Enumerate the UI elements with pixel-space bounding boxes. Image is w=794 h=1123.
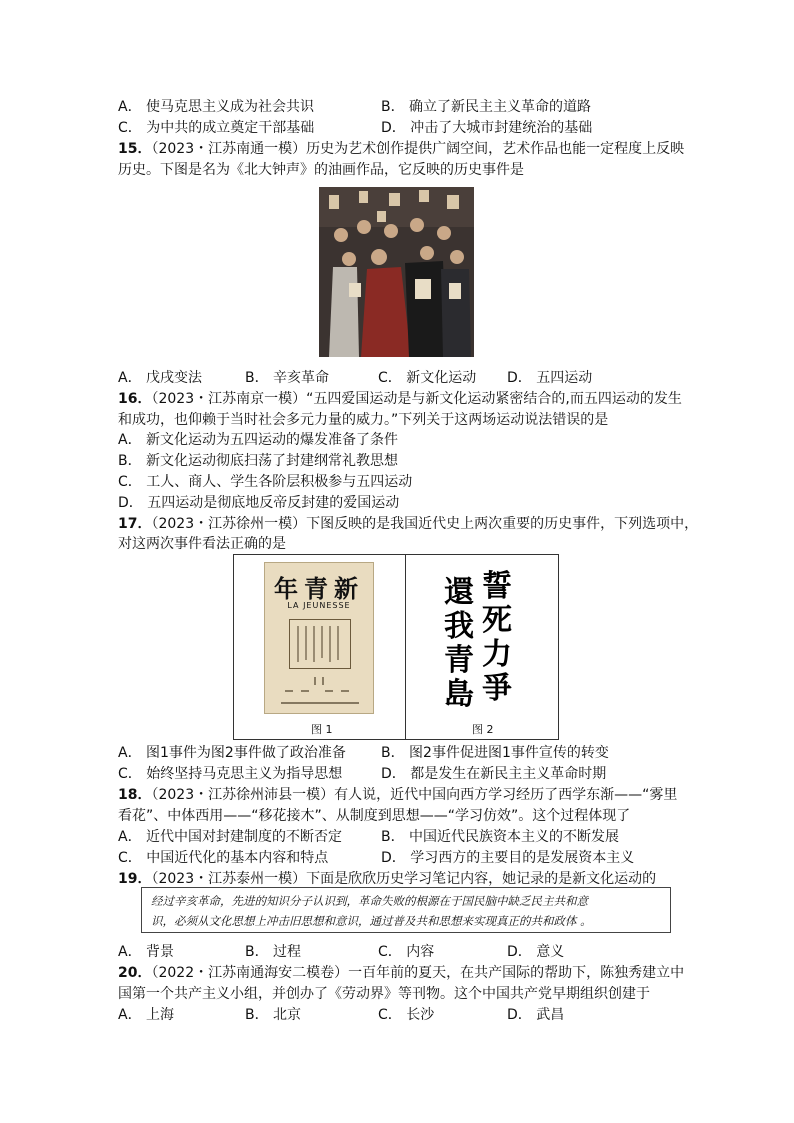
q18-stem-line-1: [118, 785, 677, 805]
cover-title: 年青新: [274, 574, 364, 603]
q18-stem-text-1: （2023・江苏徐州沛县一模）有人说，近代中国向西方学习经历了西学东渐——“雾里: [151, 787, 678, 803]
q17-stem-text-1: （2023・江苏徐州一模）下图反映的是我国近代史上两次重要的历史事件，下列选项中，: [151, 516, 699, 532]
cover-bottom-text: [275, 675, 365, 709]
cover-table-of-contents: [289, 619, 351, 669]
q16-stem-line-2: 和成功，也仰赖于当时社会多元力量的威力。”下列关于这两场运动说法错误的是: [118, 412, 609, 428]
q18-option-a: A． 近代中国对封建制度的不断否定: [118, 829, 343, 845]
q14-option-d: D． 冲击了大城市封建统治的基础: [381, 120, 593, 136]
oil-painting-image: [319, 187, 474, 357]
q17-option-c: C． 始终坚持马克思主义为指导思想: [118, 766, 343, 782]
q15-number: 15．: [118, 141, 152, 157]
q19-number: 19．: [118, 871, 152, 887]
q17-stem-line-2: 对这两次事件看法正确的是: [118, 536, 286, 552]
q17-stem-line-1: [118, 514, 698, 534]
q18-option-c: C． 中国近代化的基本内容和特点: [118, 850, 329, 866]
q15-option-b: B． 辛亥革命: [245, 370, 330, 386]
q14-option-a: A． 使马克思主义成为社会共识: [118, 99, 315, 115]
q16-number: 16．: [118, 391, 152, 407]
q20-option-b: B． 北京: [245, 1007, 302, 1023]
q20-option-c: C． 长沙: [378, 1007, 435, 1023]
figure-1-caption: 图 1: [311, 723, 333, 736]
q15-option-d: D． 五四运动: [507, 370, 593, 386]
q16-option-c: C． 工人、商人、学生各阶层积极参与五四运动: [118, 474, 413, 490]
new-youth-cover-image: [264, 562, 374, 714]
q15-stem-line-1: [118, 139, 684, 159]
study-note-line-1: 经过辛亥革命，先进的知识分子认识到，革命失败的根源在于国民脑中缺乏民主共和意: [151, 894, 588, 908]
figure-2-caption: 图 2: [472, 723, 494, 736]
q16-option-d: D． 五四运动是彻底地反帝反封建的爱国运动: [118, 495, 400, 511]
q15-option-a: A． 戊戌变法: [118, 370, 203, 386]
q19-option-b: B． 过程: [245, 944, 302, 960]
q15-option-c: C． 新文化运动: [378, 370, 477, 386]
q19-option-a: A． 背景: [118, 944, 175, 960]
cover-contents-lines: [290, 620, 350, 668]
q15-stem-text-1: （2023・江苏南通一模）历史为艺术创作提供广阔空间，艺术作品也能一定程度上反映: [151, 141, 685, 157]
study-note-line-2: 识，必须从文化思想上冲击旧思想和意识，通过普及共和思想来实现真正的共和政体 。: [151, 914, 592, 928]
q16-stem-line-1: [118, 389, 682, 409]
slogan-right-column: 誓死力爭: [482, 569, 512, 706]
q18-option-d: D． 学习西方的主要目的是发展资本主义: [381, 850, 635, 866]
q14-option-b: B． 确立了新民主主义革命的道路: [381, 99, 592, 115]
q17-option-a: A． 图1事件为图2事件做了政治准备: [118, 745, 346, 761]
q20-stem-text-1: （2022・江苏南通海安二模卷）一百年前的夏天，在共产国际的帮助下，陈独秀建立中: [151, 965, 685, 981]
q20-stem-line-2: 国第一个共产主义小组，并创办了《劳动界》等刊物。这个中国共产党早期组织创建于: [118, 986, 650, 1002]
q14-option-c: C． 为中共的成立奠定干部基础: [118, 120, 315, 136]
q16-option-a: A． 新文化运动为五四运动的爆发准备了条件: [118, 432, 399, 448]
q20-stem-line-1: [118, 963, 684, 983]
q17-figure-divider: [405, 554, 406, 740]
q19-option-d: D． 意义: [507, 944, 565, 960]
q17-option-b: B． 图2事件促进图1事件宣传的转变: [381, 745, 609, 761]
q18-stem-line-2: 看花”、中体西用——“移花接木”、从制度到思想——“学习仿效”。这个过程体现了: [118, 808, 631, 824]
q18-number: 18．: [118, 787, 152, 803]
painting-figures: [319, 187, 474, 357]
q20-number: 20．: [118, 965, 152, 981]
q17-number: 17．: [118, 516, 152, 532]
q19-option-c: C． 内容: [378, 944, 435, 960]
q19-stem-line-1: [118, 869, 656, 889]
q16-stem-text-1: （2023・江苏南京一模）“五四爱国运动是与新文化运动紧密结合的,而五四运动的发生: [151, 391, 682, 407]
q18-option-b: B． 中国近代民族资本主义的不断发展: [381, 829, 620, 845]
q15-stem-line-2: 历史。下图是名为《北大钟声》的油画作品，它反映的历史事件是: [118, 162, 524, 178]
q20-option-a: A． 上海: [118, 1007, 175, 1023]
slogan-left-column: 還我青島: [444, 575, 474, 712]
q19-stem-text-1: （2023・江苏泰州一模）下面是欣欣历史学习笔记内容，她记录的是新文化运动的: [151, 871, 657, 887]
cover-subtitle: LA JEUNESSE: [287, 601, 351, 610]
q20-option-d: D． 武昌: [507, 1007, 565, 1023]
q16-option-b: B． 新文化运动彻底扫荡了封建纲常礼教思想: [118, 453, 399, 469]
q17-option-d: D． 都是发生在新民主主义革命时期: [381, 766, 607, 782]
